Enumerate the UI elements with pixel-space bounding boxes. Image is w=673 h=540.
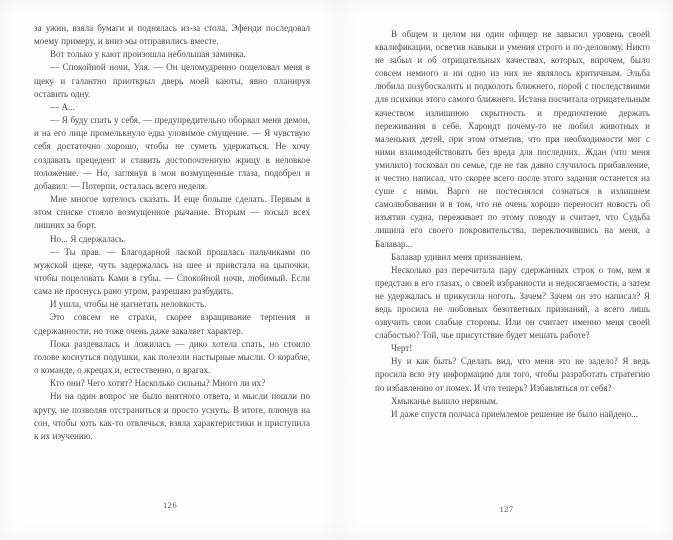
paragraph: Балавар удивил меня признанием.: [391, 251, 523, 262]
paragraph: Ни на один вопрос не было внятного ответа, и мысли пошли по кругу, не позволяя отстраниться и просто уснуть. В итоге, плюнув на сон, чтобы хоть как-то отвлечься, взяла характеристики и приступила к их изучению.: [34, 391, 310, 441]
paragraph: Кто они? Чего хотят? Насколько сильны? Много ли их?: [50, 378, 266, 389]
paragraph: И ушла, чтобы не нагнетать неловкость.: [50, 299, 207, 310]
paragraph: Хмыканье вышло нервным.: [391, 395, 499, 406]
paragraph: — Спокойной ночи, Уля. — Он целомудренно поцеловал меня в щеку и галантно приоткрыл дверь моей каюты, явно планируя оставить одну.: [34, 62, 310, 99]
paragraph: Ну и как быть? Сделать вид, что меня это не задело? Я ведь просила всю эту информацию для того, чтобы разработать стратегию по избавлению от помех. И что теперь? Избавляться от себя?: [375, 356, 650, 393]
paragraph: Пока раздевалась и ложилась — дико хотела спать, но стоило голове коснуться подушки, как полезли настырные мысли. О корабле, о команде, о жрецах и, естественно, о врагах.: [34, 338, 310, 376]
paragraph: Вот только у кают произошла небольшая заминка.: [50, 49, 246, 60]
paragraph: — Я буду спать у себя, — предупредительно оборвал меня демон, и на его лице промелькнуло едва уловимое смущение. — Я чувствую себя достаточно хорошо, чтобы не суметь удержаться. Не хочу создавать прецедент и ставить достопочтенную жрицу в неловкое положение. — Но, заглянув в мои возмущенные глаза, подобрел и добавил: — Потерпи, осталась всего неделя.: [34, 115, 310, 191]
paragraph: Это совсем не страхи, скорее взращивание терпения и сдержанности, но тоже очень даже закаляет характер.: [34, 312, 310, 336]
paragraph: Но... Я сдержалась.: [50, 233, 126, 244]
paragraph: Несколько раз перечитала пару сдержанных строк о том, кем я предстаю в его глазах, о своей избранности и недосягаемости, а затем не удержалась и прикусила ноготь. Зачем? Зачем он это написал? Я ведь просила не любовных безответных признаний, а всего лишь озвучить свои слабые стороны. Или он считает именно меня своей слабостью? Той, чье присутствие будет мешать работе?: [375, 264, 650, 341]
paragraph: — Ты прав. — Благодарной лаской прошлась пальчиками по мужской щеке, чуть задержалась на шее и привстала на цыпочки, чтобы поцеловать Ками в губы. — Спокойной ночи, любимый. Если сама не проснусь рано утром, разрешаю разбудить.: [34, 246, 310, 297]
paragraph: В общем и целом ни один офицер не завысил уровень своей квалификации, осветив навыки и умения строго и по-деловому. Никто не забыл и об отрицательных качествах, которых, впрочем, было совсем немного и ни одно из них не являлось критичным. Эльба любила позубоскалить и подколоть ближнего, порой с последствиями для психики этого самого ближнего. Истана посчитала отрицательным качеством излишнюю скрытность и предпочтение держать переживания в себе. Хароидт почему-то не любил животных и маленьких детей, при этом отметив, что при необходимости мог с ними взаимодействовать без вреда для последних. Ждан (что меня умилило) тосковал по семье, где не так давно случилось прибавление, и честно написал, что скорее всего после этого задания останется на суше с ними. Варго не постеснялся сознаться в излишнем самолюбовании и в том, что не очень хорошо переносит новость об изъятии судна, переживает по этому поводу и считает, что Судьба лишила его своего покровительства, переключившись на меня, а Балавар...: [375, 29, 650, 249]
paragraph: Черт!: [391, 343, 413, 354]
paragraph: Мне многое хотелось сказать. И еще больше сделать. Первым в этом списке стояло возмущенное рычание. Вторым — посыл всех лишних за борт.: [34, 194, 310, 231]
paragraph: за ужин, взяла бумаги и поднялась из-за стола. Эфенди последовал моему примеру, и вниз мы отправились вместе.: [34, 23, 310, 47]
page-number-right: 127: [499, 504, 514, 514]
page-left-textblock: [34, 22, 310, 443]
page-number-left: 126: [162, 500, 178, 510]
paragraph: И даже спустя полчаса приемлемое решение не было найдено...: [391, 408, 639, 419]
page-right: [340, 0, 673, 540]
page-right-textblock: [375, 28, 650, 421]
paragraph: — А...: [50, 101, 75, 112]
